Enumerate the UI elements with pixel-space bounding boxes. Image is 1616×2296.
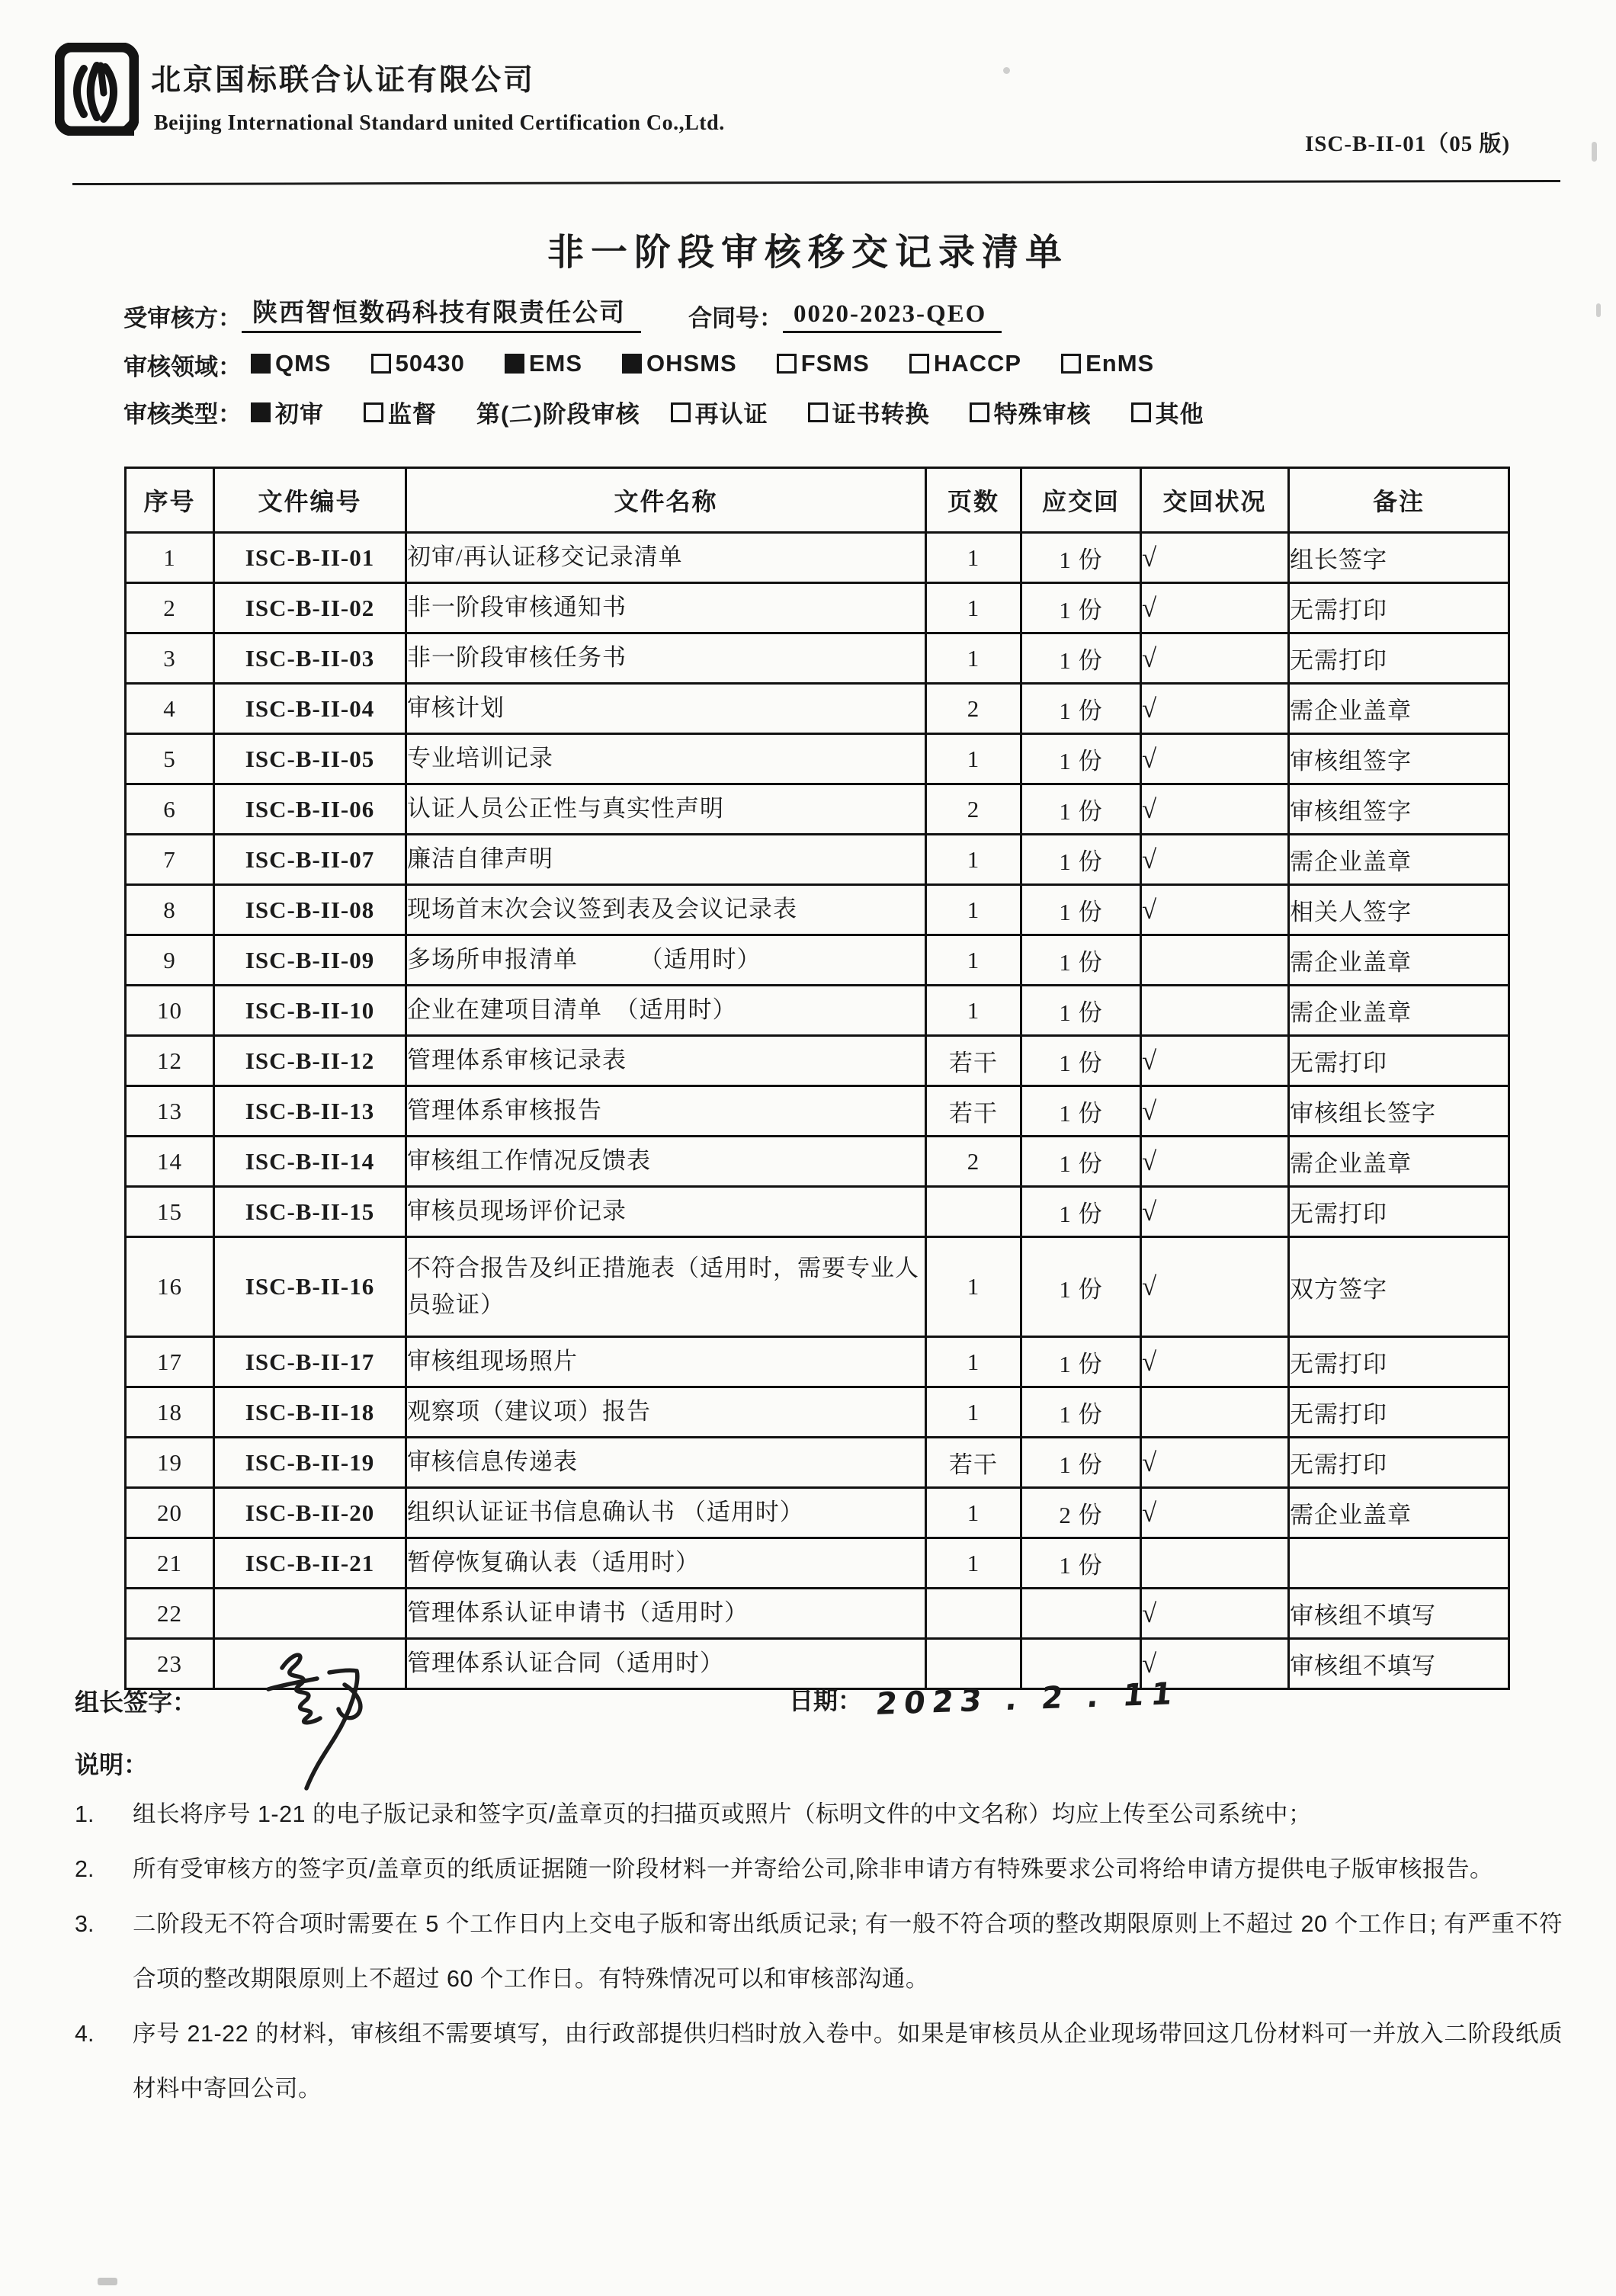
cell-code: ISC-B-II-19	[214, 1438, 406, 1488]
table-row	[126, 1237, 1509, 1337]
cell-returned: √	[1141, 1639, 1289, 1689]
cell-no: 18	[126, 1387, 214, 1438]
audit-scope-line	[123, 348, 1194, 382]
cell-remark: 组长签字	[1289, 533, 1509, 583]
cell-no: 20	[126, 1488, 214, 1538]
cell-no: 6	[126, 784, 214, 835]
checkbox-unchecked-icon	[909, 354, 929, 374]
cell-returned: √	[1141, 835, 1289, 885]
leader-handwritten-signature	[223, 1639, 398, 1799]
cell-returned: √	[1141, 1086, 1289, 1137]
cell-no: 13	[126, 1086, 214, 1137]
cell-pages: 1	[926, 633, 1021, 684]
cell-code: ISC-B-II-05	[214, 734, 406, 784]
checkbox-checked-icon	[251, 354, 271, 374]
cell-no: 7	[126, 835, 214, 885]
cell-pages: 2	[926, 1137, 1021, 1187]
column-header: 文件编号	[214, 468, 406, 533]
checkbox-label: 50430	[395, 350, 465, 377]
table-row	[126, 935, 1509, 986]
cell-returned: √	[1141, 734, 1289, 784]
contract-label: 合同号：	[688, 305, 783, 332]
cell-pages: 2	[926, 784, 1021, 835]
checkbox-label: 初审	[275, 401, 324, 428]
checkbox-unchecked-icon	[777, 354, 797, 374]
cell-returned: √	[1141, 784, 1289, 835]
cell-code: ISC-B-II-08	[214, 885, 406, 935]
cell-copies: 1 份	[1021, 583, 1141, 633]
checkbox-checked-icon	[251, 402, 271, 422]
cell-no: 21	[126, 1538, 214, 1589]
cell-code: ISC-B-II-07	[214, 835, 406, 885]
date-line	[789, 1676, 1182, 1723]
cell-name: 观察项（建议项）报告	[406, 1387, 926, 1438]
checkbox-label: 证书转换	[832, 401, 930, 428]
leader-signature-label: 组长签字：	[75, 1688, 197, 1716]
cell-returned: √	[1141, 1589, 1289, 1639]
checkbox-label: 特殊审核	[993, 401, 1092, 428]
cell-copies: 1 份	[1021, 885, 1141, 935]
checkbox-option-特殊审核	[970, 395, 1092, 429]
company-name-cn: 北京国标联合认证有限公司	[151, 64, 536, 97]
cell-remark: 需企业盖章	[1289, 986, 1509, 1036]
cell-name: 审核信息传递表	[406, 1438, 926, 1488]
note-text: 二阶段无不符合项时需要在 5 个工作日内上交电子版和寄出纸质记录; 有一般不符合项的整改期限原则上不超过 20 个工作日; 有严重不符合项的整改期限原则上不超过 60 个工作日。有特殊情况可以和审核部沟通。	[133, 1911, 1563, 1992]
stage-suffix: )阶段审核	[534, 401, 640, 428]
cell-pages: 若干	[926, 1036, 1021, 1086]
cell-no: 19	[126, 1438, 214, 1488]
cell-remark: 需企业盖章	[1289, 1488, 1509, 1538]
handover-record-table	[124, 467, 1510, 1690]
table-row	[126, 1036, 1509, 1086]
note-item	[75, 1787, 1563, 1842]
scan-artifact	[98, 2278, 117, 2285]
cell-returned	[1141, 1387, 1289, 1438]
cell-remark: 审核组不填写	[1289, 1639, 1509, 1689]
note-text: 所有受审核方的签字页/盖章页的纸质证据随一阶段材料一并寄给公司,除非申请方有特殊要求公司将给申请方提供电子版审核报告。	[133, 1856, 1493, 1882]
audit-scope-label: 审核领域：	[123, 354, 242, 380]
column-header: 文件名称	[406, 468, 926, 533]
checkbox-option-证书转换	[808, 395, 930, 429]
cell-name: 企业在建项目清单 （适用时）	[406, 986, 926, 1036]
table-row	[126, 633, 1509, 684]
cell-code: ISC-B-II-04	[214, 684, 406, 734]
cell-pages: 1	[926, 1488, 1021, 1538]
scan-artifact	[1596, 303, 1601, 317]
cell-remark: 无需打印	[1289, 633, 1509, 684]
cell-pages: 1	[926, 1237, 1021, 1337]
cell-copies: 1 份	[1021, 986, 1141, 1036]
column-header: 序号	[126, 468, 214, 533]
cell-copies: 1 份	[1021, 1036, 1141, 1086]
checkbox-unchecked-icon	[371, 354, 391, 374]
cell-code: ISC-B-II-09	[214, 935, 406, 986]
checkbox-label: 再认证	[694, 401, 768, 428]
note-item	[75, 1897, 1563, 2006]
cell-pages: 1	[926, 885, 1021, 935]
cell-remark: 需企业盖章	[1289, 835, 1509, 885]
cell-pages: 1	[926, 986, 1021, 1036]
cell-no: 12	[126, 1036, 214, 1086]
stage-prefix: 第(	[476, 401, 510, 428]
cell-name: 多场所申报清单 （适用时）	[406, 935, 926, 986]
checkbox-unchecked-icon	[1131, 402, 1151, 422]
table-row	[126, 1488, 1509, 1538]
note-number: 4.	[75, 2021, 95, 2047]
table-row	[126, 986, 1509, 1036]
note-item	[75, 2006, 1563, 2116]
cell-no: 8	[126, 885, 214, 935]
table-row	[126, 1387, 1509, 1438]
table-row	[126, 533, 1509, 583]
cell-remark: 无需打印	[1289, 1187, 1509, 1237]
audit-type-options-2	[671, 395, 1244, 429]
cell-name: 审核计划	[406, 684, 926, 734]
cell-returned: √	[1141, 1488, 1289, 1538]
cell-code: ISC-B-II-18	[214, 1387, 406, 1438]
date-label: 日期：	[789, 1687, 863, 1714]
checkbox-label: 监督	[388, 401, 437, 428]
cell-pages	[926, 1589, 1021, 1639]
auditee-contract-line	[123, 293, 1002, 333]
cell-name: 廉洁自律声明	[406, 835, 926, 885]
cell-no: 16	[126, 1237, 214, 1337]
notes-list	[75, 1787, 1563, 2116]
cell-pages: 若干	[926, 1086, 1021, 1137]
table-row	[126, 835, 1509, 885]
cell-name: 审核组工作情况反馈表	[406, 1137, 926, 1187]
column-header: 页数	[926, 468, 1021, 533]
cell-copies: 1 份	[1021, 1337, 1141, 1387]
cell-copies: 1 份	[1021, 533, 1141, 583]
cell-name: 管理体系审核报告	[406, 1086, 926, 1137]
cell-returned: √	[1141, 1187, 1289, 1237]
cell-code: ISC-B-II-12	[214, 1036, 406, 1086]
checkbox-option-50430	[371, 350, 465, 377]
cell-remark: 相关人签字	[1289, 885, 1509, 935]
cell-name: 暂停恢复确认表（适用时）	[406, 1538, 926, 1589]
cell-copies: 1 份	[1021, 1438, 1141, 1488]
cell-copies: 2 份	[1021, 1488, 1141, 1538]
cell-name: 审核员现场评价记录	[406, 1187, 926, 1237]
checkbox-label: FSMS	[800, 350, 870, 377]
cell-remark: 审核组不填写	[1289, 1589, 1509, 1639]
contract-value: 0020-2023-QEO	[783, 300, 1002, 333]
column-header: 备注	[1289, 468, 1509, 533]
checkbox-unchecked-icon	[671, 402, 691, 422]
cell-no: 3	[126, 633, 214, 684]
checkbox-unchecked-icon	[808, 402, 828, 422]
cell-remark: 无需打印	[1289, 1438, 1509, 1488]
stage-text	[476, 395, 640, 429]
cell-returned: √	[1141, 533, 1289, 583]
cell-copies: 1 份	[1021, 1137, 1141, 1187]
cell-returned: √	[1141, 1137, 1289, 1187]
cell-remark: 无需打印	[1289, 1337, 1509, 1387]
table-row	[126, 1438, 1509, 1488]
cell-remark: 审核组签字	[1289, 784, 1509, 835]
table-row	[126, 1589, 1509, 1639]
cell-name: 认证人员公正性与真实性声明	[406, 784, 926, 835]
cell-code: ISC-B-II-16	[214, 1237, 406, 1337]
table-row	[126, 1538, 1509, 1589]
cell-remark: 需企业盖章	[1289, 684, 1509, 734]
auditee-label: 受审核方：	[123, 305, 242, 332]
column-header: 交回状况	[1141, 468, 1289, 533]
cell-remark	[1289, 1538, 1509, 1589]
notes-label: 说明：	[75, 1751, 149, 1778]
checkbox-option-FSMS	[777, 350, 870, 377]
checkbox-option-EnMS	[1061, 350, 1154, 377]
table-row	[126, 583, 1509, 633]
cell-code: ISC-B-II-03	[214, 633, 406, 684]
checkbox-option-其他	[1131, 395, 1204, 429]
cell-copies: 1 份	[1021, 1086, 1141, 1137]
table-row	[126, 1187, 1509, 1237]
checkbox-checked-icon	[505, 354, 524, 374]
cell-code	[214, 1589, 406, 1639]
checkbox-unchecked-icon	[1061, 354, 1081, 374]
checkbox-label: EMS	[528, 350, 583, 377]
cell-no: 5	[126, 734, 214, 784]
cell-pages: 1	[926, 583, 1021, 633]
cell-returned	[1141, 1538, 1289, 1589]
cell-copies: 1 份	[1021, 633, 1141, 684]
cell-returned: √	[1141, 684, 1289, 734]
cell-returned	[1141, 986, 1289, 1036]
cell-remark: 需企业盖章	[1289, 1137, 1509, 1187]
cell-code: ISC-B-II-21	[214, 1538, 406, 1589]
scan-artifact	[1592, 142, 1597, 162]
cell-pages	[926, 1187, 1021, 1237]
note-text: 序号 21-22 的材料，审核组不需要填写，由行政部提供归档时放入卷中。如果是审核员从企业现场带回这几份材料可一并放入二阶段纸质材料中寄回公司。	[133, 2021, 1563, 2102]
table-row	[126, 885, 1509, 935]
checkbox-label: QMS	[275, 350, 332, 377]
cell-copies: 1 份	[1021, 935, 1141, 986]
note-item	[75, 1842, 1563, 1897]
checkbox-label: HACCP	[933, 350, 1022, 377]
table-row	[126, 1086, 1509, 1137]
cell-no: 15	[126, 1187, 214, 1237]
cell-returned: √	[1141, 1036, 1289, 1086]
cell-pages: 1	[926, 1337, 1021, 1387]
cell-copies: 1 份	[1021, 684, 1141, 734]
checkbox-label: OHSMS	[646, 350, 737, 377]
cell-returned: √	[1141, 885, 1289, 935]
cell-code: ISC-B-II-14	[214, 1137, 406, 1187]
cell-remark: 无需打印	[1289, 583, 1509, 633]
scan-artifact	[1003, 67, 1010, 74]
note-number: 3.	[75, 1911, 95, 1937]
cell-name: 组织认证证书信息确认书 （适用时）	[406, 1488, 926, 1538]
cell-name: 审核组现场照片	[406, 1337, 926, 1387]
checkbox-option-再认证	[671, 395, 768, 429]
cell-name: 非一阶段审核通知书	[406, 583, 926, 633]
checkbox-checked-icon	[622, 354, 642, 374]
cell-code: ISC-B-II-01	[214, 533, 406, 583]
cell-pages: 1	[926, 1387, 1021, 1438]
cell-copies: 1 份	[1021, 734, 1141, 784]
cell-pages: 若干	[926, 1438, 1021, 1488]
cell-code: ISC-B-II-15	[214, 1187, 406, 1237]
cell-no: 17	[126, 1337, 214, 1387]
column-header: 应交回	[1021, 468, 1141, 533]
cell-no: 14	[126, 1137, 214, 1187]
cell-copies: 1 份	[1021, 1387, 1141, 1438]
cell-name: 专业培训记录	[406, 734, 926, 784]
checkbox-label: 其他	[1155, 401, 1204, 428]
cell-no: 9	[126, 935, 214, 986]
cell-name: 初审/再认证移交记录清单	[406, 533, 926, 583]
cell-copies: 1 份	[1021, 835, 1141, 885]
auditee-value: 陕西智恒数码科技有限责任公司	[242, 293, 641, 333]
checkbox-unchecked-icon	[364, 402, 383, 422]
checkbox-option-HACCP	[909, 350, 1021, 377]
table-header-row	[126, 468, 1509, 533]
cell-code: ISC-B-II-20	[214, 1488, 406, 1538]
cell-name: 管理体系审核记录表	[406, 1036, 926, 1086]
checkbox-unchecked-icon	[970, 402, 989, 422]
cell-name: 管理体系认证合同（适用时）	[406, 1639, 926, 1689]
checkbox-label: EnMS	[1085, 350, 1155, 377]
cell-remark: 审核组长签字	[1289, 1086, 1509, 1137]
cell-copies: 1 份	[1021, 1538, 1141, 1589]
cell-code: ISC-B-II-13	[214, 1086, 406, 1137]
cell-no: 22	[126, 1589, 214, 1639]
cell-returned: √	[1141, 1237, 1289, 1337]
cell-name: 现场首末次会议签到表及会议记录表	[406, 885, 926, 935]
cell-no: 10	[126, 986, 214, 1036]
cell-pages: 1	[926, 835, 1021, 885]
cell-pages: 2	[926, 684, 1021, 734]
table-row	[126, 1337, 1509, 1387]
cell-remark: 双方签字	[1289, 1237, 1509, 1337]
cell-pages: 1	[926, 734, 1021, 784]
cell-remark: 审核组签字	[1289, 734, 1509, 784]
cell-copies: 1 份	[1021, 1237, 1141, 1337]
audit-type-options	[251, 395, 476, 429]
cell-remark: 无需打印	[1289, 1387, 1509, 1438]
audit-type-label: 审核类型：	[123, 401, 242, 428]
cell-returned	[1141, 935, 1289, 986]
table-row	[126, 784, 1509, 835]
page-title: 非一阶段审核移交记录清单	[547, 232, 1069, 273]
note-number: 1.	[75, 1801, 95, 1827]
cell-remark: 无需打印	[1289, 1036, 1509, 1086]
checkbox-option-QMS	[251, 350, 332, 377]
cell-returned: √	[1141, 583, 1289, 633]
cell-pages: 1	[926, 1538, 1021, 1589]
date-handwritten-value: 2023 . 2 . 11	[874, 1676, 1182, 1723]
cell-no: 4	[126, 684, 214, 734]
table-row	[126, 684, 1509, 734]
cell-no: 1	[126, 533, 214, 583]
cell-no: 23	[126, 1639, 214, 1689]
cell-code: ISC-B-II-06	[214, 784, 406, 835]
audit-scope-options	[251, 350, 1194, 380]
checkbox-option-初审	[251, 395, 324, 429]
stage-handwritten-value: 二	[508, 399, 534, 430]
note-text: 组长将序号 1-21 的电子版记录和签字页/盖章页的扫描页或照片（标明文件的中文名称）均应上传至公司系统中；	[133, 1801, 1312, 1827]
checkbox-option-OHSMS	[622, 350, 737, 377]
cell-code: ISC-B-II-10	[214, 986, 406, 1036]
cell-no: 2	[126, 583, 214, 633]
cell-pages: 1	[926, 533, 1021, 583]
cell-name: 不符合报告及纠正措施表（适用时，需要专业人员验证）	[406, 1237, 926, 1337]
table-row	[126, 1137, 1509, 1187]
company-name-en: Beijing International Standard united Certification Co.,Ltd.	[154, 111, 725, 135]
cell-returned: √	[1141, 633, 1289, 684]
audit-type-line	[123, 395, 1244, 429]
cell-pages: 1	[926, 935, 1021, 986]
cell-returned: √	[1141, 1438, 1289, 1488]
form-number: ISC-B-II-01（05 版)	[1305, 132, 1511, 156]
cell-copies: 1 份	[1021, 784, 1141, 835]
cell-code: ISC-B-II-02	[214, 583, 406, 633]
table-row	[126, 734, 1509, 784]
certification-mark-logo	[55, 43, 139, 136]
checkbox-option-监督	[364, 395, 437, 429]
cell-copies: 1 份	[1021, 1187, 1141, 1237]
cell-remark: 需企业盖章	[1289, 935, 1509, 986]
checkbox-option-EMS	[505, 350, 582, 377]
header-divider	[72, 180, 1560, 185]
cell-copies	[1021, 1589, 1141, 1639]
cell-name: 非一阶段审核任务书	[406, 633, 926, 684]
cell-returned: √	[1141, 1337, 1289, 1387]
note-number: 2.	[75, 1856, 95, 1882]
cell-name: 管理体系认证申请书（适用时）	[406, 1589, 926, 1639]
cell-code: ISC-B-II-17	[214, 1337, 406, 1387]
